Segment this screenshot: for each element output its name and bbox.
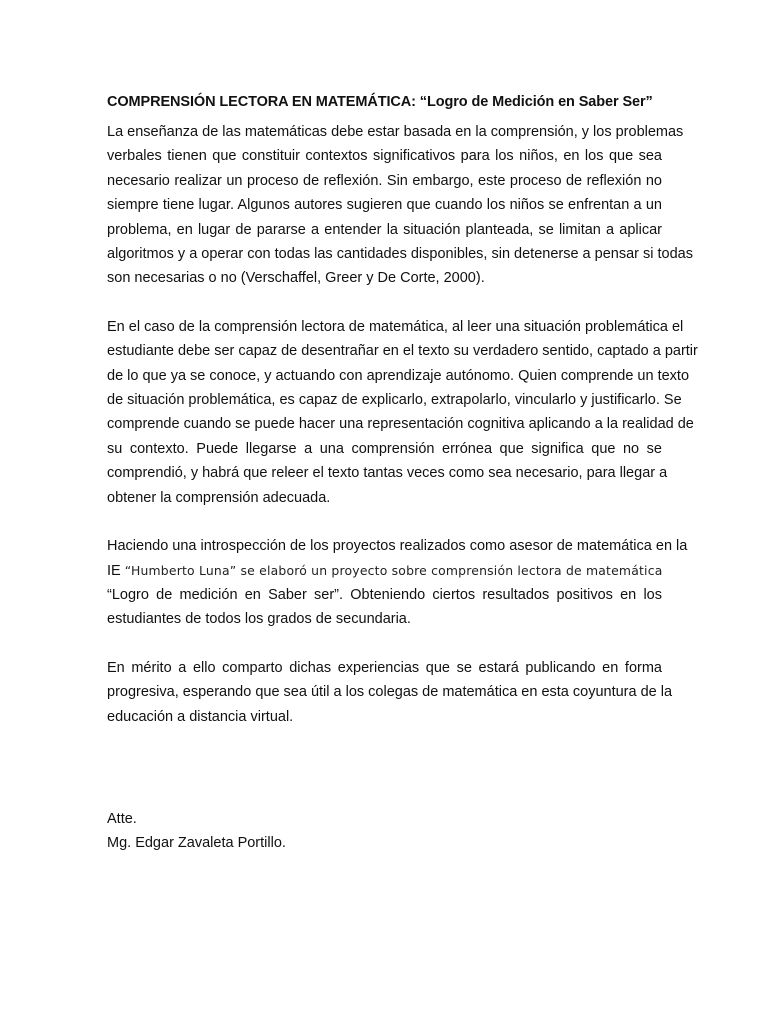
paragraph-line: son necesarias o no (Verschaffel, Greer y De Corte, 2000).	[107, 270, 485, 287]
paragraph-line: su contexto. Puede llegarse a una comprensión errónea que significa que no se	[107, 440, 662, 457]
document-body	[107, 90, 698, 729]
paragraph-line: problema, en lugar de pararse a entender la situación planteada, se limitan a aplicar	[107, 221, 662, 238]
paragraph-2	[107, 315, 698, 510]
paragraph-line: estudiante debe ser capaz de desentrañar en el texto su verdadero sentido, captado a partir	[107, 343, 698, 360]
paragraph-line-mixed-font	[107, 559, 662, 583]
paragraph-line: de lo que ya se conoce, y actuando con aprendizaje autónomo. Quien comprende un texto	[107, 367, 690, 384]
pasted-text-span: “Humberto Luna” se elaboró un proyecto sobre comprensión lectora de matemática	[124, 562, 663, 578]
paragraph-line: Haciendo una introspección de los proyectos realizados como asesor de matemática en la	[107, 538, 688, 555]
paragraph-line: En el caso de la comprensión lectora de matemática, al leer una situación problemática el	[107, 318, 684, 335]
paragraph-4	[107, 656, 673, 729]
paragraph-line: verbales tienen que constituir contextos significativos para los niños, en los que sea	[107, 148, 662, 165]
paragraph-line: “Logro de medición en Saber ser”. Obteniendo ciertos resultados positivos en los	[107, 586, 662, 603]
signature: Mg. Edgar Zavaleta Portillo.	[107, 835, 286, 852]
paragraph-line: La enseñanza de las matemáticas debe estar basada en la comprensión, y los problemas	[107, 124, 684, 140]
paragraph-line: comprende cuando se puede hacer una representación cognitiva aplicando a la realidad de	[107, 416, 694, 433]
paragraph-line: progresiva, esperando que sea útil a los colegas de matemática en esta coyuntura de la	[107, 684, 673, 701]
salutation: Atte.	[107, 811, 137, 827]
paragraph-line: educación a distancia virtual.	[107, 708, 294, 725]
paragraph-line: siempre tiene lugar. Algunos autores sugieren que cuando los niños se enfrentan a un	[107, 197, 662, 214]
paragraph-3	[107, 534, 688, 632]
paragraph-line: algoritmos y a operar con todas las cantidades disponibles, sin detenerse a pensar si todas	[107, 246, 693, 263]
paragraph-line: En mérito a ello comparto dichas experiencias que se estará publicando en forma	[107, 659, 662, 676]
closing-block	[107, 807, 286, 856]
paragraph-line: estudiantes de todos los grados de secundaria.	[107, 611, 411, 628]
paragraph-line: obtener la comprensión adecuada.	[107, 489, 331, 506]
document-title: COMPRENSIÓN LECTORA EN MATEMÁTICA: “Logro de Medición en Saber Ser”	[107, 94, 653, 110]
paragraph-line: comprendió, y habrá que releer el texto tantas veces como sea necesario, para llegar a	[107, 465, 668, 482]
paragraph-1	[107, 120, 693, 291]
line-prefix: IE	[107, 562, 125, 579]
paragraph-line: de situación problemática, es capaz de explicarlo, extrapolarlo, vincularlo y justificarlo. Se	[107, 392, 682, 409]
paragraph-line: necesario realizar un proceso de reflexión. Sin embargo, este proceso de reflexión no	[107, 172, 662, 189]
